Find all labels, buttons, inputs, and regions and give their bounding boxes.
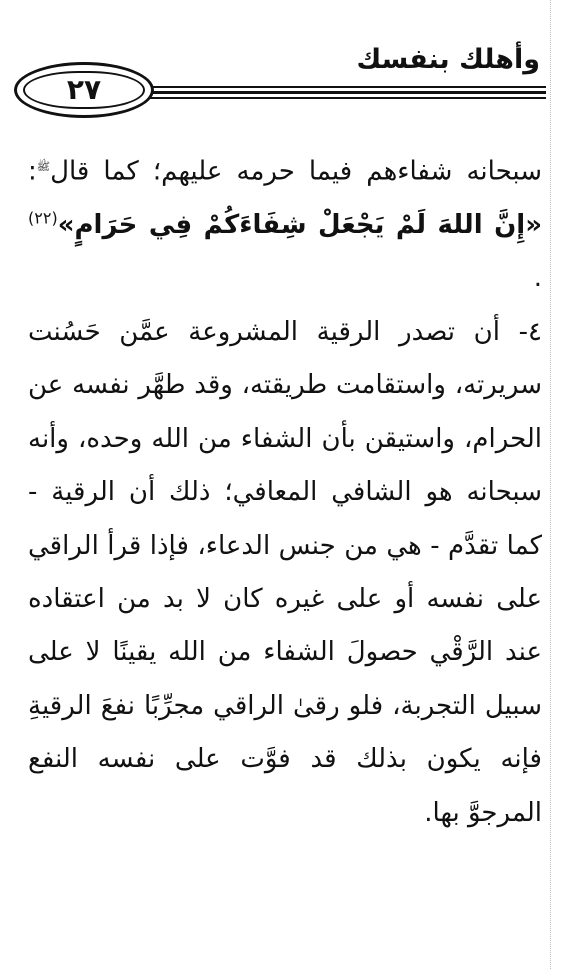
continuation-text: سبحانه شفاءهم فيما حرمه عليهم؛ كما قال [50,156,542,187]
salawat-glyph: ﷺ [36,160,51,173]
sentence-end: . [533,263,542,294]
page-number-badge [14,62,154,118]
list-item-text: أن تصدر الرقية المشروعة عمَّن حَسُنت سريرته، واستقامت طريقته، وقد طهَّر نفسه عن الحرام، واستيقن بأن الشفاء من الله وحده، وأنه سبحانه هو الشافي المعافي؛ ذلك أن الرقية - كما تقدَّم - هي من جنس الدعاء، فإذا قرأ الراقي على نفسه أو على غيره كان لا بد من اعتقاده عند الرَّقْي حصولَ الشفاء من الله يقينًا لا على سبيل التجربة، فلو رقىٰ الراقي مجرِّبًا نفعَ الرقيةِ فإنه يكون بذلك قد فوَّت على نفسه النفع المرجوَّ بها. [28,316,542,828]
continuation-paragraph [28,140,542,306]
page-header [14,28,546,118]
header-rule [94,91,546,94]
list-item-4 [28,306,542,840]
list-item-number: ٤- [518,316,542,347]
page-body [28,140,542,840]
binding-fold-line [550,0,551,969]
running-title: وأهلك بنفسك [356,44,540,75]
page-number: ٢٧ [66,73,102,106]
header-rule [94,86,546,88]
colon: : [28,156,37,187]
page-number-badge-inner [23,71,145,109]
header-rule [94,97,546,99]
footnote-reference: (٢٢) [28,208,58,228]
hadith-quote: «إِنَّ اللهَ لَمْ يَجْعَلْ شِفَاءَكُمْ فِي حَرَامٍ» [57,210,542,241]
